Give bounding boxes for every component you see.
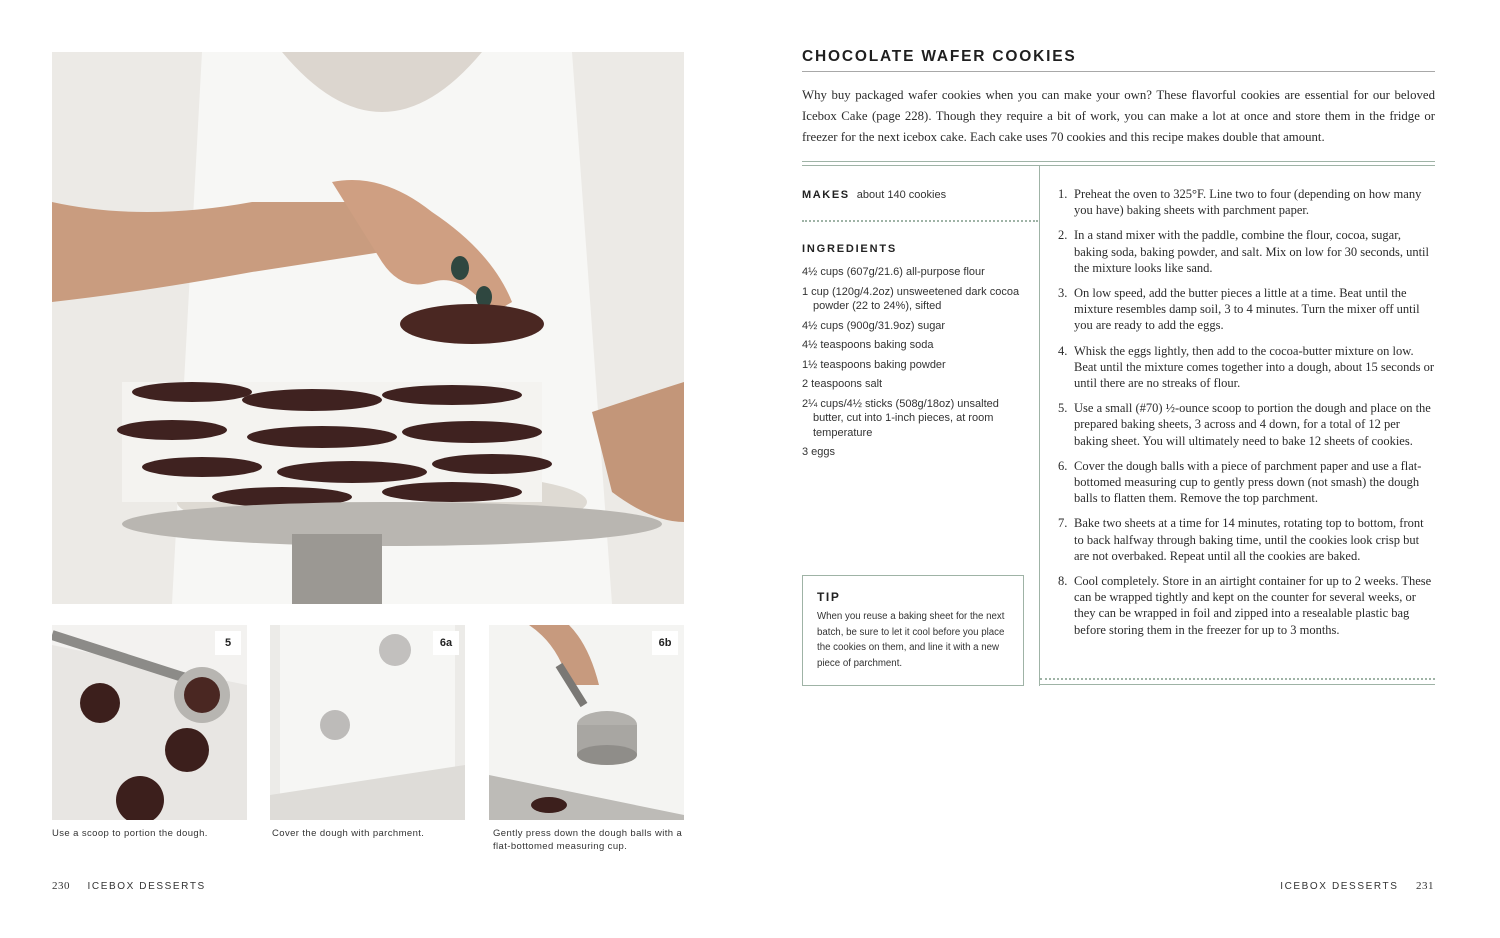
method-bottom-rule <box>1040 684 1435 685</box>
method-step <box>1058 400 1436 449</box>
step-badge: 6b <box>652 631 678 655</box>
ingredient-item: 3 eggs <box>802 446 836 458</box>
step-text: Cool completely. Store in an airtight container for up to 2 weeks. These can be wrapped tightly and kept on the counter for several weeks, or they can be wrapped in foil and zipped into a resealable plastic bag before storing them in the freezer for up to 3 months. <box>1074 574 1432 637</box>
step-number: 4. <box>1058 343 1068 358</box>
step-number: 8. <box>1058 574 1068 589</box>
ingredient-item: 2¼ cups/4½ sticks (508g/18oz) unsalted butter, cut into 1-inch pieces, at room temperature <box>802 397 999 439</box>
step-photo-6b <box>489 625 684 820</box>
step-number: 6. <box>1058 458 1068 473</box>
tip-box <box>802 575 1024 686</box>
ingredient-item: 1 cup (120g/4.2oz) unsweetened dark cocoa powder (22 to 24%), sifted <box>802 285 1020 312</box>
method-step <box>1058 285 1436 334</box>
step-number: 3. <box>1058 286 1068 301</box>
step-number: 2. <box>1058 228 1068 243</box>
step-badge: 6a <box>433 631 459 655</box>
page-number: 231 <box>1416 880 1434 892</box>
ingredient-item: 4½ cups (607g/21.6) all-purpose flour <box>802 266 985 278</box>
step-badge: 5 <box>215 631 241 655</box>
step-photo-6a <box>270 625 465 820</box>
method-bottom-rule <box>1040 678 1435 680</box>
method-steps <box>1058 186 1436 647</box>
step-text: On low speed, add the butter pieces a little at a time. Beat until the mixture resembles damp soil, 3 to 4 minutes. Turn the mixer off until you are ready to add the eggs. <box>1074 286 1420 333</box>
ingredient-item: 2 teaspoons salt <box>802 378 883 390</box>
step-caption: Use a scoop to portion the dough. <box>52 828 208 839</box>
right-folio <box>1280 880 1434 892</box>
hero-photo <box>52 52 684 604</box>
step-photo-5 <box>52 625 247 820</box>
left-folio <box>52 880 206 892</box>
makes-value: about 140 cookies <box>856 189 947 201</box>
step-text: Preheat the oven to 325°F. Line two to four (depending on how many you have) baking sheets with parchment paper. <box>1074 187 1422 218</box>
hero-photo-illustration <box>52 52 684 604</box>
step-caption: Gently press down the dough balls with a flat-bottomed measuring cup. <box>493 828 683 852</box>
method-step <box>1058 458 1436 507</box>
method-step <box>1058 186 1436 218</box>
step-text: In a stand mixer with the paddle, combine the flour, cocoa, sugar, baking soda, baking powder, and salt. Mix on low for 30 seconds, until the mixture looks like sand. <box>1074 228 1430 275</box>
title-rule <box>802 71 1435 72</box>
section-name: ICEBOX DESSERTS <box>1280 881 1399 892</box>
recipe-title: CHOCOLATE WAFER COOKIES <box>802 48 1077 65</box>
recipe-intro: Why buy packaged wafer cookies when you can make your own? These flavorful cookies are essential for our beloved Icebox Cake (page 228). Though they require a bit of work, you can make a lot at once and store them in the fridge or freezer for the next icebox cake. Each cake uses 70 cookies and this recipe makes double that amount. <box>802 88 1435 144</box>
method-step <box>1058 343 1436 392</box>
tip-heading: TIP <box>817 590 841 604</box>
tip-text: When you reuse a baking sheet for the next batch, be sure to let it cool before you place the cookies on them, and line it with a new piece of parchment. <box>817 611 1005 669</box>
step-text: Cover the dough balls with a piece of parchment paper and use a flat-bottomed measuring cup to gently press down (not smash) the dough balls to flatten them. Remove the top parchment. <box>1074 458 1422 506</box>
method-step <box>1058 573 1436 638</box>
step-number: 5. <box>1058 401 1068 416</box>
step-text: Use a small (#70) ½-ounce scoop to portion the dough and place on the prepared baking sheets, 3 across and 4 down, for a total of 12 per baking sheet. You will ultimately need to bake 12 sheets of cookies. <box>1074 401 1431 448</box>
column-divider <box>1039 166 1040 686</box>
section-name: ICEBOX DESSERTS <box>87 881 206 892</box>
method-step <box>1058 227 1436 276</box>
method-step <box>1058 515 1436 564</box>
step-caption: Cover the dough with parchment. <box>272 828 425 839</box>
step-number: 1. <box>1058 187 1068 201</box>
step-text: Bake two sheets at a time for 14 minutes, rotating top to bottom, front to back halfway through baking time, until the cookies look crisp but are not overbaked. Repeat until all the cookies are baked. <box>1074 516 1424 563</box>
step-text: Whisk the eggs lightly, then add to the cocoa-butter mixture on low. Beat until the mixture comes together into a dough, about 15 seconds or until there are no streaks of flour. <box>1074 343 1434 391</box>
makes-line <box>802 189 946 201</box>
step-number: 7. <box>1058 516 1068 531</box>
ingredient-item: 1½ teaspoons baking powder <box>802 358 946 371</box>
page-number: 230 <box>52 880 70 892</box>
makes-rule <box>802 220 1038 222</box>
makes-label: MAKES <box>802 189 850 201</box>
section-rule <box>802 161 1435 166</box>
ingredient-item: 4½ cups (900g/31.9oz) sugar <box>802 319 946 332</box>
ingredient-item: 4½ teaspoons baking soda <box>802 339 934 351</box>
ingredients-list <box>802 265 1032 465</box>
ingredients-heading: INGREDIENTS <box>802 243 897 255</box>
